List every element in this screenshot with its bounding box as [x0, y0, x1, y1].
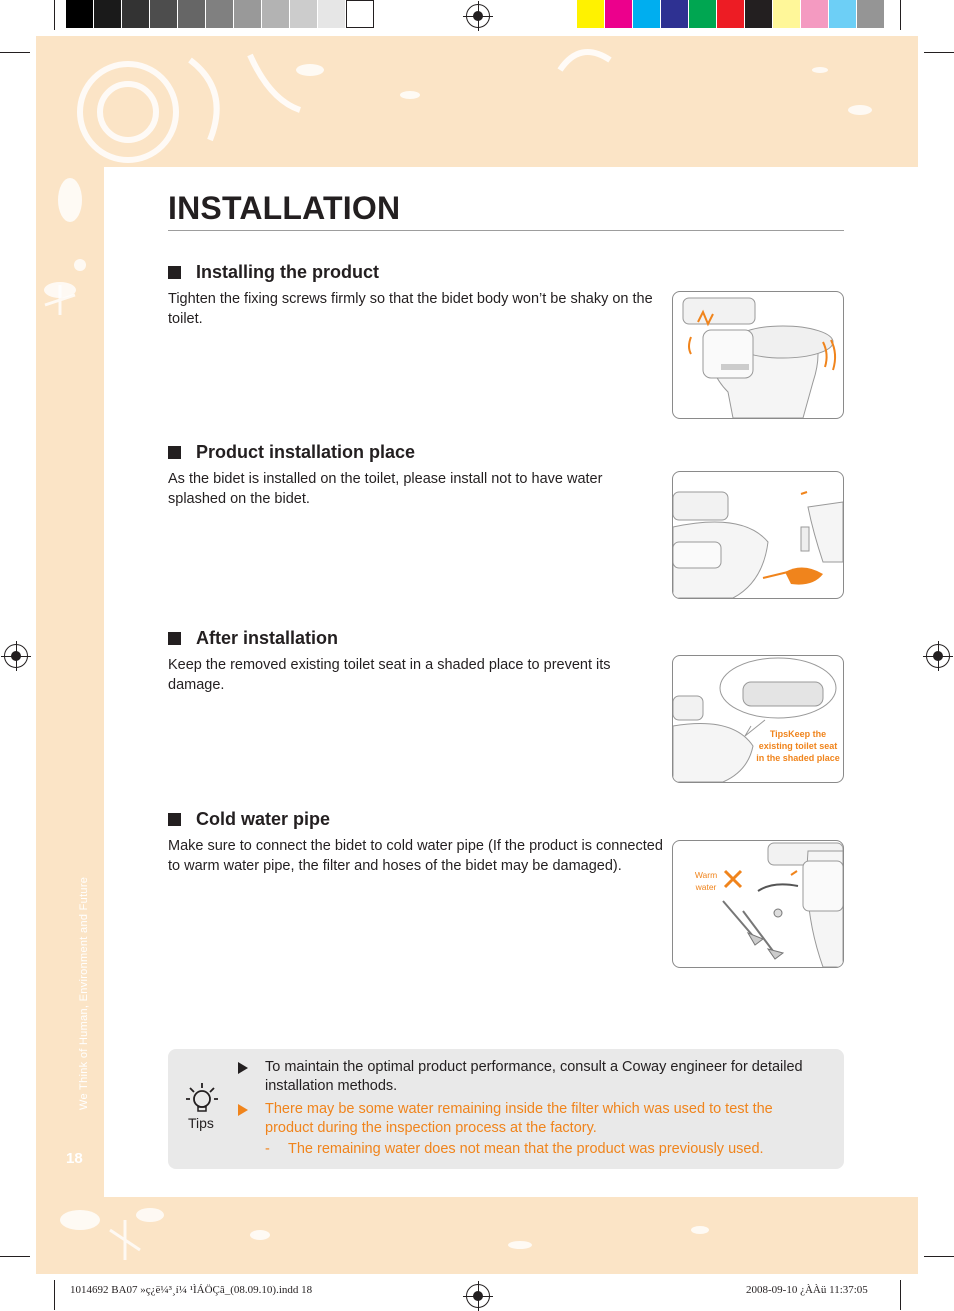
color-swatch — [801, 0, 829, 28]
footer-timestamp: 2008-09-10 ¿ÀÀü 11:37:05 — [746, 1284, 868, 1296]
crop-mark — [0, 1256, 30, 1257]
tip-subitem: The remaining water does not mean that the product was previously used. — [288, 1141, 764, 1157]
shaded-storage-illustration — [672, 655, 844, 783]
crop-mark — [924, 52, 954, 53]
tip-item: There may be some water remaining inside the filter which was used to test the product during the inspection process at the factory. — [265, 1101, 773, 1136]
left-band — [36, 36, 104, 1274]
color-swatch — [829, 0, 857, 28]
registration-mark-icon — [466, 4, 490, 28]
crop-mark — [0, 52, 30, 53]
color-swatch — [178, 0, 206, 28]
color-swatch — [206, 0, 234, 28]
title-divider — [168, 230, 844, 231]
crop-mark — [900, 0, 901, 30]
section-body: Keep the removed existing toilet seat in a shaded place to prevent its damage. — [168, 657, 611, 693]
cold-water-pipe-illustration — [672, 840, 844, 968]
section-body: Tighten the fixing screws firmly so that the bidet body won’t be shaky on the toilet. — [168, 291, 653, 327]
color-swatch — [605, 0, 633, 28]
square-bullet-icon — [168, 813, 181, 826]
color-swatch — [122, 0, 150, 28]
color-swatch — [262, 0, 290, 28]
color-swatch — [318, 0, 346, 28]
square-bullet-icon — [168, 632, 181, 645]
section-heading-text: Installing the product — [196, 262, 379, 282]
bidet-fixing-illustration — [672, 291, 844, 419]
crop-mark — [54, 1280, 55, 1310]
section-heading — [168, 442, 415, 463]
page-title: INSTALLATION — [168, 190, 401, 226]
color-swatch — [290, 0, 318, 28]
tip-item: To maintain the optimal product performance, consult a Coway engineer for detailed installation methods. — [265, 1059, 803, 1094]
registration-mark-icon — [926, 644, 950, 668]
color-swatch — [745, 0, 773, 28]
lightbulb-icon — [185, 1081, 219, 1115]
illustration-caption: TipsKeep the existing toilet seat in the shaded place — [756, 729, 840, 763]
footer-file-info: 1014692 BA07 »ç¿ë¼³¸í¼ ¹ÌÁÖÇâ_(08.09.10).indd 18 — [70, 1284, 313, 1296]
section-body: As the bidet is installed on the toilet, please install not to have water splashed on the bidet. — [168, 471, 603, 507]
color-swatch — [150, 0, 178, 28]
color-swatch — [773, 0, 801, 28]
crop-mark — [924, 1256, 954, 1257]
color-swatch — [234, 0, 262, 28]
section-heading-text: Cold water pipe — [196, 809, 331, 829]
color-swatch — [577, 0, 605, 28]
color-swatch — [633, 0, 661, 28]
registration-mark-icon — [466, 1284, 490, 1308]
section-heading-text: Product installation place — [196, 442, 416, 462]
tips-box — [168, 1049, 844, 1169]
section-heading — [168, 809, 330, 830]
section-heading — [168, 262, 379, 283]
tips-label: Tips — [188, 1115, 214, 1131]
footer-band — [36, 1197, 918, 1274]
header-band — [36, 36, 918, 167]
triangle-bullet-icon — [238, 1104, 248, 1116]
color-swatch-bar — [577, 0, 885, 28]
installation-place-illustration — [672, 471, 844, 599]
color-swatch — [661, 0, 689, 28]
color-swatch — [689, 0, 717, 28]
square-bullet-icon — [168, 446, 181, 459]
color-swatch — [94, 0, 122, 28]
square-bullet-icon — [168, 266, 181, 279]
registration-mark-icon — [4, 644, 28, 668]
sub-bullet-marker: - — [265, 1141, 270, 1157]
color-swatch — [717, 0, 745, 28]
crop-mark — [900, 1280, 901, 1310]
section-heading-text: After installation — [196, 628, 339, 648]
color-swatch — [857, 0, 885, 28]
color-swatch — [66, 0, 94, 28]
side-slogan: We Think of Human, Environment and Future — [78, 876, 90, 1110]
gray-swatch-bar — [66, 0, 374, 28]
color-swatch — [346, 0, 374, 28]
page-number: 18 — [66, 1150, 83, 1167]
section-body: Make sure to connect the bidet to cold water pipe (If the product is connected to warm water pipe, the filter and hoses of the bidet may be damaged). — [168, 838, 663, 874]
illustration-caption: Warm water — [694, 870, 718, 892]
section-heading — [168, 628, 338, 649]
crop-mark — [54, 0, 55, 30]
triangle-bullet-icon — [238, 1062, 248, 1074]
